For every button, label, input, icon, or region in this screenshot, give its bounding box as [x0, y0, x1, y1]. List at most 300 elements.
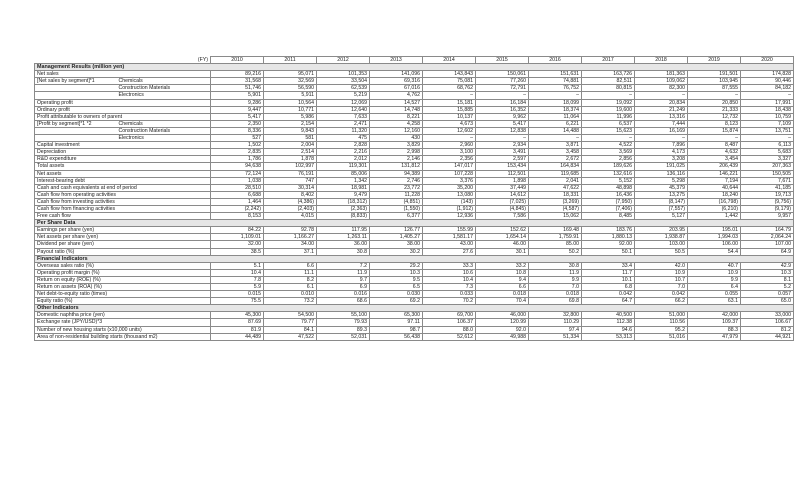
value-cell: 4,522 — [582, 142, 635, 149]
value-cell: 1,994.03 — [688, 234, 741, 241]
value-cell: 189,626 — [582, 163, 635, 170]
value-cell: 43.00 — [423, 241, 476, 248]
row-label: Area of non-residential building starts (thousand m2) — [35, 333, 211, 340]
value-cell: 2,856 — [582, 156, 635, 163]
value-cell: 40,500 — [582, 312, 635, 319]
value-cell: 1,759.91 — [529, 234, 582, 241]
row-label: Net assets — [35, 170, 211, 177]
value-cell: 66.2 — [635, 298, 688, 305]
value-cell: 15,874 — [688, 127, 741, 134]
value-cell: 29.2 — [370, 262, 423, 269]
row-label: Net assets per share (yen) — [35, 234, 211, 241]
year-header: 2017 — [582, 57, 635, 64]
value-cell: 73.2 — [264, 298, 317, 305]
year-header-row — [35, 57, 794, 64]
value-cell: 106.67 — [741, 319, 794, 326]
value-cell: 0.018 — [529, 291, 582, 298]
value-cell: – — [635, 92, 688, 99]
value-cell: 151,631 — [529, 71, 582, 78]
value-cell: 126.77 — [370, 227, 423, 234]
value-cell: 3,458 — [529, 149, 582, 156]
year-header: 2020 — [741, 57, 794, 64]
value-cell: (2,403) — [264, 205, 317, 212]
value-cell: 19,600 — [582, 106, 635, 113]
value-cell: 3,376 — [423, 177, 476, 184]
value-cell: 9,957 — [741, 213, 794, 220]
table-row — [35, 113, 794, 120]
table-row — [35, 298, 794, 305]
value-cell: 69.8 — [529, 298, 582, 305]
value-cell: 95,071 — [264, 71, 317, 78]
value-cell: 0.042 — [582, 291, 635, 298]
value-cell: 155.99 — [423, 227, 476, 234]
value-cell: 50.5 — [635, 248, 688, 255]
value-cell: 1,263.11 — [317, 234, 370, 241]
value-cell: 103.00 — [635, 241, 688, 248]
value-cell: 12,602 — [423, 127, 476, 134]
value-cell: 527 — [211, 135, 264, 142]
value-cell: 5,298 — [635, 177, 688, 184]
value-cell: 94,389 — [370, 170, 423, 177]
value-cell: 5,152 — [582, 177, 635, 184]
value-cell: 89,216 — [211, 71, 264, 78]
value-cell: 36.00 — [317, 241, 370, 248]
value-cell: 8,336 — [211, 127, 264, 134]
row-label: Operating profit — [35, 99, 211, 106]
value-cell: 46,000 — [476, 312, 529, 319]
value-cell: 12,838 — [476, 127, 529, 134]
value-cell: 2,154 — [264, 120, 317, 127]
value-cell: 10.8 — [476, 269, 529, 276]
value-cell: 3,491 — [476, 149, 529, 156]
value-cell: 191,025 — [635, 163, 688, 170]
value-cell: 38.5 — [211, 248, 264, 255]
value-cell: 13,275 — [635, 191, 688, 198]
value-cell: 3,208 — [635, 156, 688, 163]
table-row — [35, 170, 794, 177]
value-cell: 150,061 — [476, 71, 529, 78]
value-cell: 2,004 — [264, 142, 317, 149]
row-label: Return on equity (ROE) (%) — [35, 276, 211, 283]
value-cell: (1,912) — [423, 205, 476, 212]
value-cell: 2,356 — [423, 156, 476, 163]
value-cell: – — [476, 135, 529, 142]
value-cell: 164,834 — [529, 163, 582, 170]
row-label: Net debt-to-equity ratio (times) — [35, 291, 211, 298]
value-cell: 14,527 — [370, 99, 423, 106]
value-cell: 6.6 — [264, 262, 317, 269]
value-cell: 7,586 — [476, 213, 529, 220]
value-cell: 31,568 — [211, 78, 264, 85]
value-cell: 46.00 — [476, 241, 529, 248]
value-cell: 152.62 — [476, 227, 529, 234]
row-label: Free cash flow — [35, 213, 211, 220]
value-cell: – — [423, 135, 476, 142]
value-cell: 195.01 — [688, 227, 741, 234]
value-cell: 5,417 — [476, 120, 529, 127]
section-title: Other Indicators — [35, 305, 794, 312]
value-cell: 15,181 — [423, 99, 476, 106]
value-cell: 3,871 — [529, 142, 582, 149]
row-label: Payout ratio (%) — [35, 248, 211, 255]
financial-table — [34, 56, 794, 341]
value-cell: 88.0 — [423, 326, 476, 333]
row-label — [35, 92, 117, 99]
value-cell: 95.2 — [635, 326, 688, 333]
value-cell: 9,447 — [211, 106, 264, 113]
value-cell: 12,069 — [317, 99, 370, 106]
value-cell: 581 — [264, 135, 317, 142]
value-cell: 49,988 — [476, 333, 529, 340]
value-cell: 5,986 — [264, 113, 317, 120]
table-row — [35, 85, 794, 92]
value-cell: 45,379 — [635, 184, 688, 191]
value-cell: 131,812 — [370, 163, 423, 170]
row-label: Number of new housing starts (x10,000 units) — [35, 326, 211, 333]
value-cell: 747 — [264, 177, 317, 184]
value-cell: – — [476, 92, 529, 99]
row-label: Net sales — [35, 71, 211, 78]
value-cell: 143,843 — [423, 71, 476, 78]
value-cell: 85,006 — [317, 170, 370, 177]
value-cell: 56,438 — [370, 333, 423, 340]
value-cell: 51,746 — [211, 85, 264, 92]
row-label: Domestic naphtha price (yen) — [35, 312, 211, 319]
table-row — [35, 191, 794, 198]
value-cell: (2,242) — [211, 205, 264, 212]
value-cell: 206,439 — [688, 163, 741, 170]
value-cell: 70.2 — [423, 298, 476, 305]
value-cell: 92.00 — [582, 241, 635, 248]
table-row — [35, 106, 794, 113]
table-row — [35, 184, 794, 191]
value-cell: 6,688 — [211, 191, 264, 198]
value-cell: 13,316 — [635, 113, 688, 120]
value-cell: 8,485 — [582, 213, 635, 220]
value-cell: 6,221 — [529, 120, 582, 127]
value-cell: 1,038 — [211, 177, 264, 184]
section-header-row — [35, 305, 794, 312]
value-cell: 11,064 — [529, 113, 582, 120]
value-cell: 169.48 — [529, 227, 582, 234]
value-cell: 65.0 — [741, 298, 794, 305]
value-cell: 9.9 — [529, 276, 582, 283]
row-label: [Profit by segment]*1 *2 — [35, 120, 117, 127]
value-cell: (7,406) — [582, 205, 635, 212]
value-cell: 12,640 — [317, 106, 370, 113]
value-cell: 147,017 — [423, 163, 476, 170]
value-cell: (4,386) — [264, 198, 317, 205]
value-cell: 87.69 — [211, 319, 264, 326]
value-cell: 136,116 — [635, 170, 688, 177]
table-row — [35, 78, 794, 85]
value-cell: 102,997 — [264, 163, 317, 170]
value-cell: 11,228 — [370, 191, 423, 198]
value-cell: 3,829 — [370, 142, 423, 149]
value-cell: 109,062 — [635, 78, 688, 85]
value-cell: 51,000 — [635, 312, 688, 319]
year-header: 2013 — [370, 57, 423, 64]
value-cell: 14,488 — [529, 127, 582, 134]
value-cell: – — [529, 92, 582, 99]
value-cell: 2,828 — [317, 142, 370, 149]
value-cell: 98.7 — [370, 326, 423, 333]
value-cell: 10,771 — [264, 106, 317, 113]
value-cell: (4,587) — [529, 205, 582, 212]
value-cell: (3,269) — [529, 198, 582, 205]
value-cell: 69.2 — [370, 298, 423, 305]
value-cell: 33.2 — [476, 262, 529, 269]
year-header: 2019 — [688, 57, 741, 64]
value-cell: 33,504 — [317, 78, 370, 85]
value-cell: 90,446 — [741, 78, 794, 85]
value-cell: 80,815 — [582, 85, 635, 92]
value-cell: 35,200 — [423, 184, 476, 191]
year-header: 2018 — [635, 57, 688, 64]
row-label: Overseas sales ratio (%) — [35, 262, 211, 269]
value-cell: 117.95 — [317, 227, 370, 234]
value-cell: 84.22 — [211, 227, 264, 234]
value-cell: 15,623 — [582, 127, 635, 134]
value-cell: 181,363 — [635, 71, 688, 78]
value-cell: 97.11 — [370, 319, 423, 326]
value-cell: 112,501 — [476, 170, 529, 177]
value-cell: 53,313 — [582, 333, 635, 340]
row-label: Equity ratio (%) — [35, 298, 211, 305]
value-cell: 10.9 — [688, 269, 741, 276]
value-cell: 52,612 — [423, 333, 476, 340]
value-cell: 6.6 — [476, 284, 529, 291]
value-cell: 0.030 — [370, 291, 423, 298]
value-cell: 75,081 — [423, 78, 476, 85]
value-cell: 28,510 — [211, 184, 264, 191]
value-cell: 13,080 — [423, 191, 476, 198]
value-cell: 2,597 — [476, 156, 529, 163]
value-cell: 7.0 — [635, 284, 688, 291]
value-cell: (7,950) — [582, 198, 635, 205]
value-cell: 6,537 — [582, 120, 635, 127]
value-cell: 75.5 — [211, 298, 264, 305]
value-cell: 5.9 — [211, 284, 264, 291]
value-cell: 51,334 — [529, 333, 582, 340]
value-cell: 30.8 — [529, 262, 582, 269]
value-cell: 132,616 — [582, 170, 635, 177]
row-label: R&D expenditure — [35, 156, 211, 163]
value-cell: 2,012 — [317, 156, 370, 163]
value-cell: – — [582, 92, 635, 99]
value-cell: 37.1 — [264, 248, 317, 255]
table-row — [35, 149, 794, 156]
table-row — [35, 234, 794, 241]
value-cell: (7,025) — [476, 198, 529, 205]
value-cell: 27.6 — [423, 248, 476, 255]
value-cell: 1,442 — [688, 213, 741, 220]
value-cell: 5,219 — [317, 92, 370, 99]
value-cell: 92.78 — [264, 227, 317, 234]
value-cell: 10.9 — [635, 269, 688, 276]
value-cell: 12,160 — [370, 127, 423, 134]
row-label: Cash flow from operating activities — [35, 191, 211, 198]
value-cell: 3,569 — [582, 149, 635, 156]
value-cell: 2,146 — [370, 156, 423, 163]
table-row — [35, 333, 794, 340]
value-cell: 10,759 — [741, 113, 794, 120]
value-cell: (2,363) — [317, 205, 370, 212]
value-cell: 33,000 — [741, 312, 794, 319]
value-cell: 4,673 — [423, 120, 476, 127]
value-cell: 5,417 — [211, 113, 264, 120]
value-cell: 72,124 — [211, 170, 264, 177]
value-cell: 56,590 — [264, 85, 317, 92]
value-cell: 2,216 — [317, 149, 370, 156]
value-cell: 17,991 — [741, 99, 794, 106]
value-cell: 0.042 — [635, 291, 688, 298]
value-cell: 48,898 — [582, 184, 635, 191]
value-cell: 10,137 — [423, 113, 476, 120]
value-cell: 150,505 — [741, 170, 794, 177]
value-cell: 40.7 — [688, 262, 741, 269]
value-cell: 12,732 — [688, 113, 741, 120]
value-cell: 5,901 — [211, 92, 264, 99]
value-cell: 30.1 — [476, 248, 529, 255]
value-cell: 87,555 — [688, 85, 741, 92]
year-header: 2015 — [476, 57, 529, 64]
value-cell: 0.016 — [317, 291, 370, 298]
row-sublabel: Construction Materials — [117, 85, 211, 92]
value-cell: 0.057 — [741, 291, 794, 298]
value-cell: 6,377 — [370, 213, 423, 220]
value-cell: 68,762 — [423, 85, 476, 92]
value-cell: 6.1 — [264, 284, 317, 291]
value-cell: 6.9 — [317, 284, 370, 291]
table-row — [35, 248, 794, 255]
value-cell: 1,166.27 — [264, 234, 317, 241]
value-cell: 7,633 — [317, 113, 370, 120]
section-title: Management Results (million yen) — [35, 64, 794, 71]
value-cell: 3,454 — [688, 156, 741, 163]
value-cell: – — [688, 92, 741, 99]
value-cell: 1,898 — [476, 177, 529, 184]
value-cell: 76,752 — [529, 85, 582, 92]
value-cell: – — [741, 135, 794, 142]
value-cell: 11,996 — [582, 113, 635, 120]
section-header-row — [35, 255, 794, 262]
value-cell: 21,249 — [635, 106, 688, 113]
value-cell: 63.1 — [688, 298, 741, 305]
value-cell: 1,654.14 — [476, 234, 529, 241]
value-cell: 62,539 — [317, 85, 370, 92]
value-cell: 51,016 — [635, 333, 688, 340]
value-cell: 94,638 — [211, 163, 264, 170]
value-cell: 92.0 — [476, 326, 529, 333]
value-cell: (16,798) — [688, 198, 741, 205]
value-cell: 2,998 — [370, 149, 423, 156]
value-cell: 11.7 — [582, 269, 635, 276]
section-header-row — [35, 220, 794, 227]
value-cell: 89.3 — [317, 326, 370, 333]
value-cell: 18,981 — [317, 184, 370, 191]
value-cell: (8,833) — [317, 213, 370, 220]
value-cell: 67,016 — [370, 85, 423, 92]
value-cell: 47,979 — [688, 333, 741, 340]
value-cell: 44,921 — [741, 333, 794, 340]
row-label: Dividend per share (yen) — [35, 241, 211, 248]
value-cell: 5.1 — [211, 262, 264, 269]
value-cell: 1,880.13 — [582, 234, 635, 241]
row-sublabel: Electronics — [117, 92, 211, 99]
value-cell: – — [423, 92, 476, 99]
value-cell: 18,438 — [741, 106, 794, 113]
table-row — [35, 127, 794, 134]
row-label — [35, 135, 117, 142]
value-cell: 7,444 — [635, 120, 688, 127]
row-label: Return on assets (ROA) (%) — [35, 284, 211, 291]
value-cell: 7,109 — [741, 120, 794, 127]
value-cell: 7,194 — [688, 177, 741, 184]
value-cell: 19,713 — [741, 191, 794, 198]
value-cell: 141,096 — [370, 71, 423, 78]
value-cell: 65,300 — [370, 312, 423, 319]
value-cell: 16,169 — [635, 127, 688, 134]
value-cell: 174,828 — [741, 71, 794, 78]
value-cell: 6.8 — [582, 284, 635, 291]
value-cell: 6.5 — [370, 284, 423, 291]
row-label: Earnings per share (yen) — [35, 227, 211, 234]
year-header: 2014 — [423, 57, 476, 64]
value-cell: 10.4 — [211, 269, 264, 276]
table-row — [35, 291, 794, 298]
value-cell: 0.055 — [688, 291, 741, 298]
value-cell: (4,851) — [370, 198, 423, 205]
value-cell: 7.8 — [211, 276, 264, 283]
row-sublabel: Construction Materials — [117, 127, 211, 134]
value-cell: 30.2 — [370, 248, 423, 255]
value-cell: 50.2 — [529, 248, 582, 255]
value-cell: 9.9 — [688, 276, 741, 283]
value-cell: 32.00 — [211, 241, 264, 248]
value-cell: 109.37 — [688, 319, 741, 326]
value-cell: 5,683 — [741, 149, 794, 156]
row-sublabel: Chemicals — [117, 78, 211, 85]
table-row — [35, 99, 794, 106]
value-cell: 119,301 — [317, 163, 370, 170]
row-label: Ordinary profit — [35, 106, 211, 113]
row-label: Depreciation — [35, 149, 211, 156]
row-label: Cash flow from investing activities — [35, 198, 211, 205]
row-label: Interest-bearing debt — [35, 177, 211, 184]
value-cell: (1,550) — [370, 205, 423, 212]
value-cell: 7.3 — [423, 284, 476, 291]
value-cell: 97.4 — [529, 326, 582, 333]
value-cell: 8.1 — [741, 276, 794, 283]
value-cell: 40,644 — [688, 184, 741, 191]
section-title: Per Share Data — [35, 220, 794, 227]
value-cell: 82,300 — [635, 85, 688, 92]
value-cell: (143) — [423, 198, 476, 205]
value-cell: 164.79 — [741, 227, 794, 234]
value-cell: 14,748 — [370, 106, 423, 113]
value-cell: 6.4 — [688, 284, 741, 291]
value-cell: 85.00 — [529, 241, 582, 248]
value-cell: (8,147) — [635, 198, 688, 205]
value-cell: 88.3 — [688, 326, 741, 333]
financial-summary — [34, 56, 791, 341]
value-cell: 430 — [370, 135, 423, 142]
value-cell: 12,936 — [423, 213, 476, 220]
value-cell: (9,756) — [741, 198, 794, 205]
table-row — [35, 156, 794, 163]
row-label: [Net sales by segment]*1 — [35, 78, 117, 85]
